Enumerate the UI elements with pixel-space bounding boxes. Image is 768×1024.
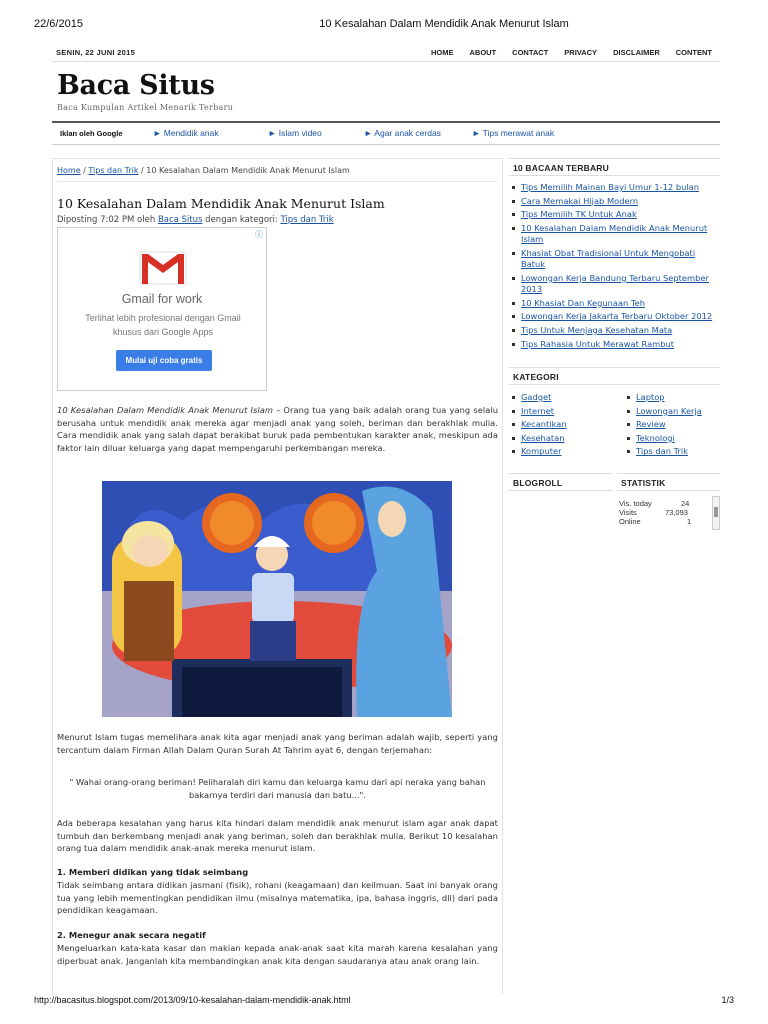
- kategori-list-right: [624, 392, 720, 460]
- kategori-link[interactable]: Internet: [521, 405, 554, 416]
- stat-label: Visits: [619, 508, 637, 517]
- author-link[interactable]: Baca Situs: [157, 215, 203, 225]
- current-date: SENIN, 22 JUNI 2015: [56, 48, 136, 57]
- paragraph-5: Mengeluarkan kata-kata kasar dan makian kepada anak-anak saat kita marah karena kesalahan yang diperbuat anak. Janganlah kita membandingkan anak kita dengan saudaranya atau anak orang lain.: [57, 943, 498, 966]
- ad-description: Terlihat lebih profesional dengan Gmail khusus dari Google Apps: [85, 313, 241, 337]
- recent-post-link[interactable]: 10 Kesalahan Dalam Mendidik Anak Menurut Islam: [521, 222, 708, 245]
- stats-scrollbar[interactable]: [712, 496, 720, 530]
- site-title[interactable]: Baca Situs: [57, 70, 215, 101]
- print-page-number: 1/3: [721, 995, 734, 1005]
- intro-italic: 10 Kesalahan Dalam Mendidik Anak Menurut Islam: [57, 405, 273, 415]
- list-item: [509, 446, 619, 457]
- ad-link-islam-video[interactable]: ► Islam video: [268, 128, 322, 138]
- stat-label: Vis. today: [619, 499, 652, 508]
- ad-link-tips-merawat-anak[interactable]: ► Tips merawat anak: [472, 128, 555, 138]
- breadcrumb-home[interactable]: Home: [57, 166, 81, 175]
- site-tagline: Baca Kumpulan Artikel Menarik Terbaru: [57, 103, 234, 112]
- list-item: [509, 273, 716, 296]
- recent-post-link[interactable]: Khasiat Obat Tradisional Untuk Mengobati Batuk: [521, 247, 696, 270]
- scrollbar-thumb[interactable]: [714, 507, 718, 517]
- stat-value: 24: [681, 499, 690, 508]
- recent-post-link[interactable]: Lowongan Kerja Bandung Terbaru September 2013: [521, 272, 709, 295]
- breadcrumb-separator: /: [138, 166, 147, 175]
- print-date: 22/6/2015: [34, 18, 83, 30]
- kategori-link[interactable]: Laptop: [636, 392, 665, 402]
- kategori-link[interactable]: Kesehatan: [521, 432, 565, 443]
- recent-post-link[interactable]: Tips Rahasia Untuk Merawat Rambut: [521, 338, 675, 349]
- ads-by-google-label[interactable]: Iklan oleh Google: [60, 129, 123, 138]
- list-item: [509, 182, 716, 193]
- list-item: [509, 209, 716, 220]
- blogroll-heading: BLOGROLL: [509, 473, 613, 491]
- list-item: [509, 196, 716, 207]
- print-page-title: 10 Kesalahan Dalam Mendidik Anak Menurut Islam: [319, 18, 569, 30]
- kategori-list-left: [509, 392, 619, 460]
- kategori-link[interactable]: Kecantikan: [521, 419, 567, 430]
- paragraph-3: Ada beberapa kesalahan yang harus kita hindari dalam mendidik anak menurut islam agar anak dapat tumbuh dan berkembang menjadi anak yang beriman, soleh dan berakhlak mulia. Berikut 10 kesalahan orang tua dalam mendidik anak-anak mereka menurut islam.: [57, 818, 498, 854]
- heading-2: 2. Menegur anak secara negatif: [57, 930, 206, 940]
- category-link[interactable]: Tips dan Trik: [280, 215, 334, 225]
- gmail-logo-icon: [138, 250, 188, 286]
- list-item: [509, 339, 716, 350]
- print-url: http://bacasitus.blogspot.com/2013/09/10-kesalahan-dalam-mendidik-anak.html: [34, 995, 351, 1005]
- list-item: [509, 419, 619, 430]
- breadcrumb-category[interactable]: Tips dan Trik: [88, 166, 139, 175]
- kategori-link[interactable]: Gadget: [521, 392, 552, 402]
- breadcrumb: [57, 166, 497, 182]
- intro-paragraph: [57, 404, 498, 455]
- list-item: [509, 248, 716, 271]
- recent-post-link[interactable]: Cara Memakai Hijab Modern: [521, 195, 639, 206]
- site-brand: [57, 70, 233, 112]
- kategori-link[interactable]: Komputer: [521, 446, 562, 457]
- kategori-link[interactable]: Lowongan Kerja: [636, 405, 702, 416]
- paragraph-2: Menurut Islam tugas memelihara anak kita agar menjadi anak yang beriman adalah wajib, seperti yang tercantum dalam Firman Allah Dalam Quran Surah At Tahrim ayat 6, dengan terjemahan:: [57, 732, 498, 755]
- intro-text: – Orang tua yang baik adalah orang tua yang selalu berusaha untuk mendidik anak mereka agar menjadi anak yang soleh, beriman dan berakhlak mulia. Cara mendidik anak yang salah dapat berakibat buruk pada pembentukan karakter anak, meskipun ada faktor lain diluar keluarga yang dapat mempengaruhi perkembangan mereka.: [57, 405, 499, 454]
- kategori-heading: KATEGORI: [509, 367, 720, 385]
- list-item: [509, 298, 716, 309]
- nav-content[interactable]: CONTENT: [675, 48, 712, 57]
- nav-disclaimer[interactable]: DISCLAIMER: [613, 48, 660, 57]
- ad-link-agar-anak-cerdas[interactable]: ► Agar anak cerdas: [364, 128, 441, 138]
- ad-link-bar: [52, 121, 720, 145]
- quote: " Wahai orang-orang beriman! Peliharalah diri kamu dan keluarga kamu dari api neraka yang bahan bakarnya terdiri dari manusia dan batu...".: [69, 777, 486, 800]
- kategori-link[interactable]: Tips dan Trik: [636, 446, 688, 457]
- ad-link-mendidik-anak[interactable]: ► Mendidik anak: [153, 128, 219, 138]
- stat-value: 1: [687, 517, 692, 526]
- list-item: [509, 325, 716, 336]
- heading-1: 1. Memberi didikan yang tidak seimbang: [57, 867, 249, 877]
- kategori-link[interactable]: Review: [636, 419, 666, 430]
- paragraph-4: Tidak seimbang antara didikan jasmani (fisik), rohani (keagamaan) dan keilmuan. Saat ini banyak orang tua yang lebih mementingkan pendidikan ilmu (misalnya matematika, ipa, bahasa inggris, dll) dari pada pendidikan keagamaan.: [57, 880, 498, 916]
- ad-cta-button[interactable]: Mulai uji coba gratis: [116, 350, 212, 371]
- ad-info-icon[interactable]: ⓘ: [255, 230, 263, 239]
- list-item: [624, 419, 720, 430]
- recent-posts-heading: 10 BACAAN TERBARU: [509, 158, 720, 176]
- ad-headline: Gmail for work: [121, 292, 203, 306]
- meta-mid: dengan kategori:: [202, 215, 281, 225]
- statistik-heading: STATISTIK: [617, 473, 720, 491]
- gmail-ad[interactable]: [57, 227, 267, 391]
- meta-prefix: Diposting 7:02 PM oleh: [57, 215, 158, 225]
- nav-privacy[interactable]: PRIVACY: [564, 48, 598, 57]
- list-item: [624, 446, 720, 457]
- recent-post-link[interactable]: Tips Memilih Mainan Bayi Umur 1-12 bulan: [521, 182, 700, 192]
- recent-post-link[interactable]: Lowongan Kerja Jakarta Terbaru Oktober 2012: [521, 311, 713, 322]
- illustration-image: [102, 481, 452, 717]
- stat-label: Online: [619, 517, 641, 526]
- list-item: [509, 311, 716, 322]
- list-item: [624, 406, 720, 417]
- list-item: [509, 392, 619, 403]
- stat-value: 73,093: [665, 508, 688, 517]
- recent-post-link[interactable]: Tips Untuk Menjaga Kesehatan Mata: [521, 324, 673, 335]
- breadcrumb-separator: /: [80, 166, 89, 175]
- kategori-link[interactable]: Teknologi: [636, 432, 675, 443]
- list-item: [509, 406, 619, 417]
- list-item: [624, 433, 720, 444]
- nav-about[interactable]: ABOUT: [469, 48, 497, 57]
- nav-home[interactable]: HOME: [431, 48, 454, 57]
- breadcrumb-current: 10 Kesalahan Dalam Mendidik Anak Menurut Islam: [146, 166, 350, 175]
- list-item: [509, 223, 716, 246]
- list-item: [624, 392, 720, 403]
- recent-post-link[interactable]: 10 Khasiat Dan Kegunaan Teh: [521, 297, 645, 308]
- nav-contact[interactable]: CONTACT: [512, 48, 549, 57]
- post-title: 10 Kesalahan Dalam Mendidik Anak Menurut Islam: [57, 196, 385, 211]
- top-nav: [431, 48, 712, 57]
- recent-posts-list: [509, 182, 716, 352]
- list-item: [509, 433, 619, 444]
- main-content: [52, 158, 503, 994]
- post-meta: [57, 215, 334, 225]
- top-bar: [52, 44, 720, 62]
- recent-post-link[interactable]: Tips Memilih TK Untuk Anak: [521, 209, 637, 220]
